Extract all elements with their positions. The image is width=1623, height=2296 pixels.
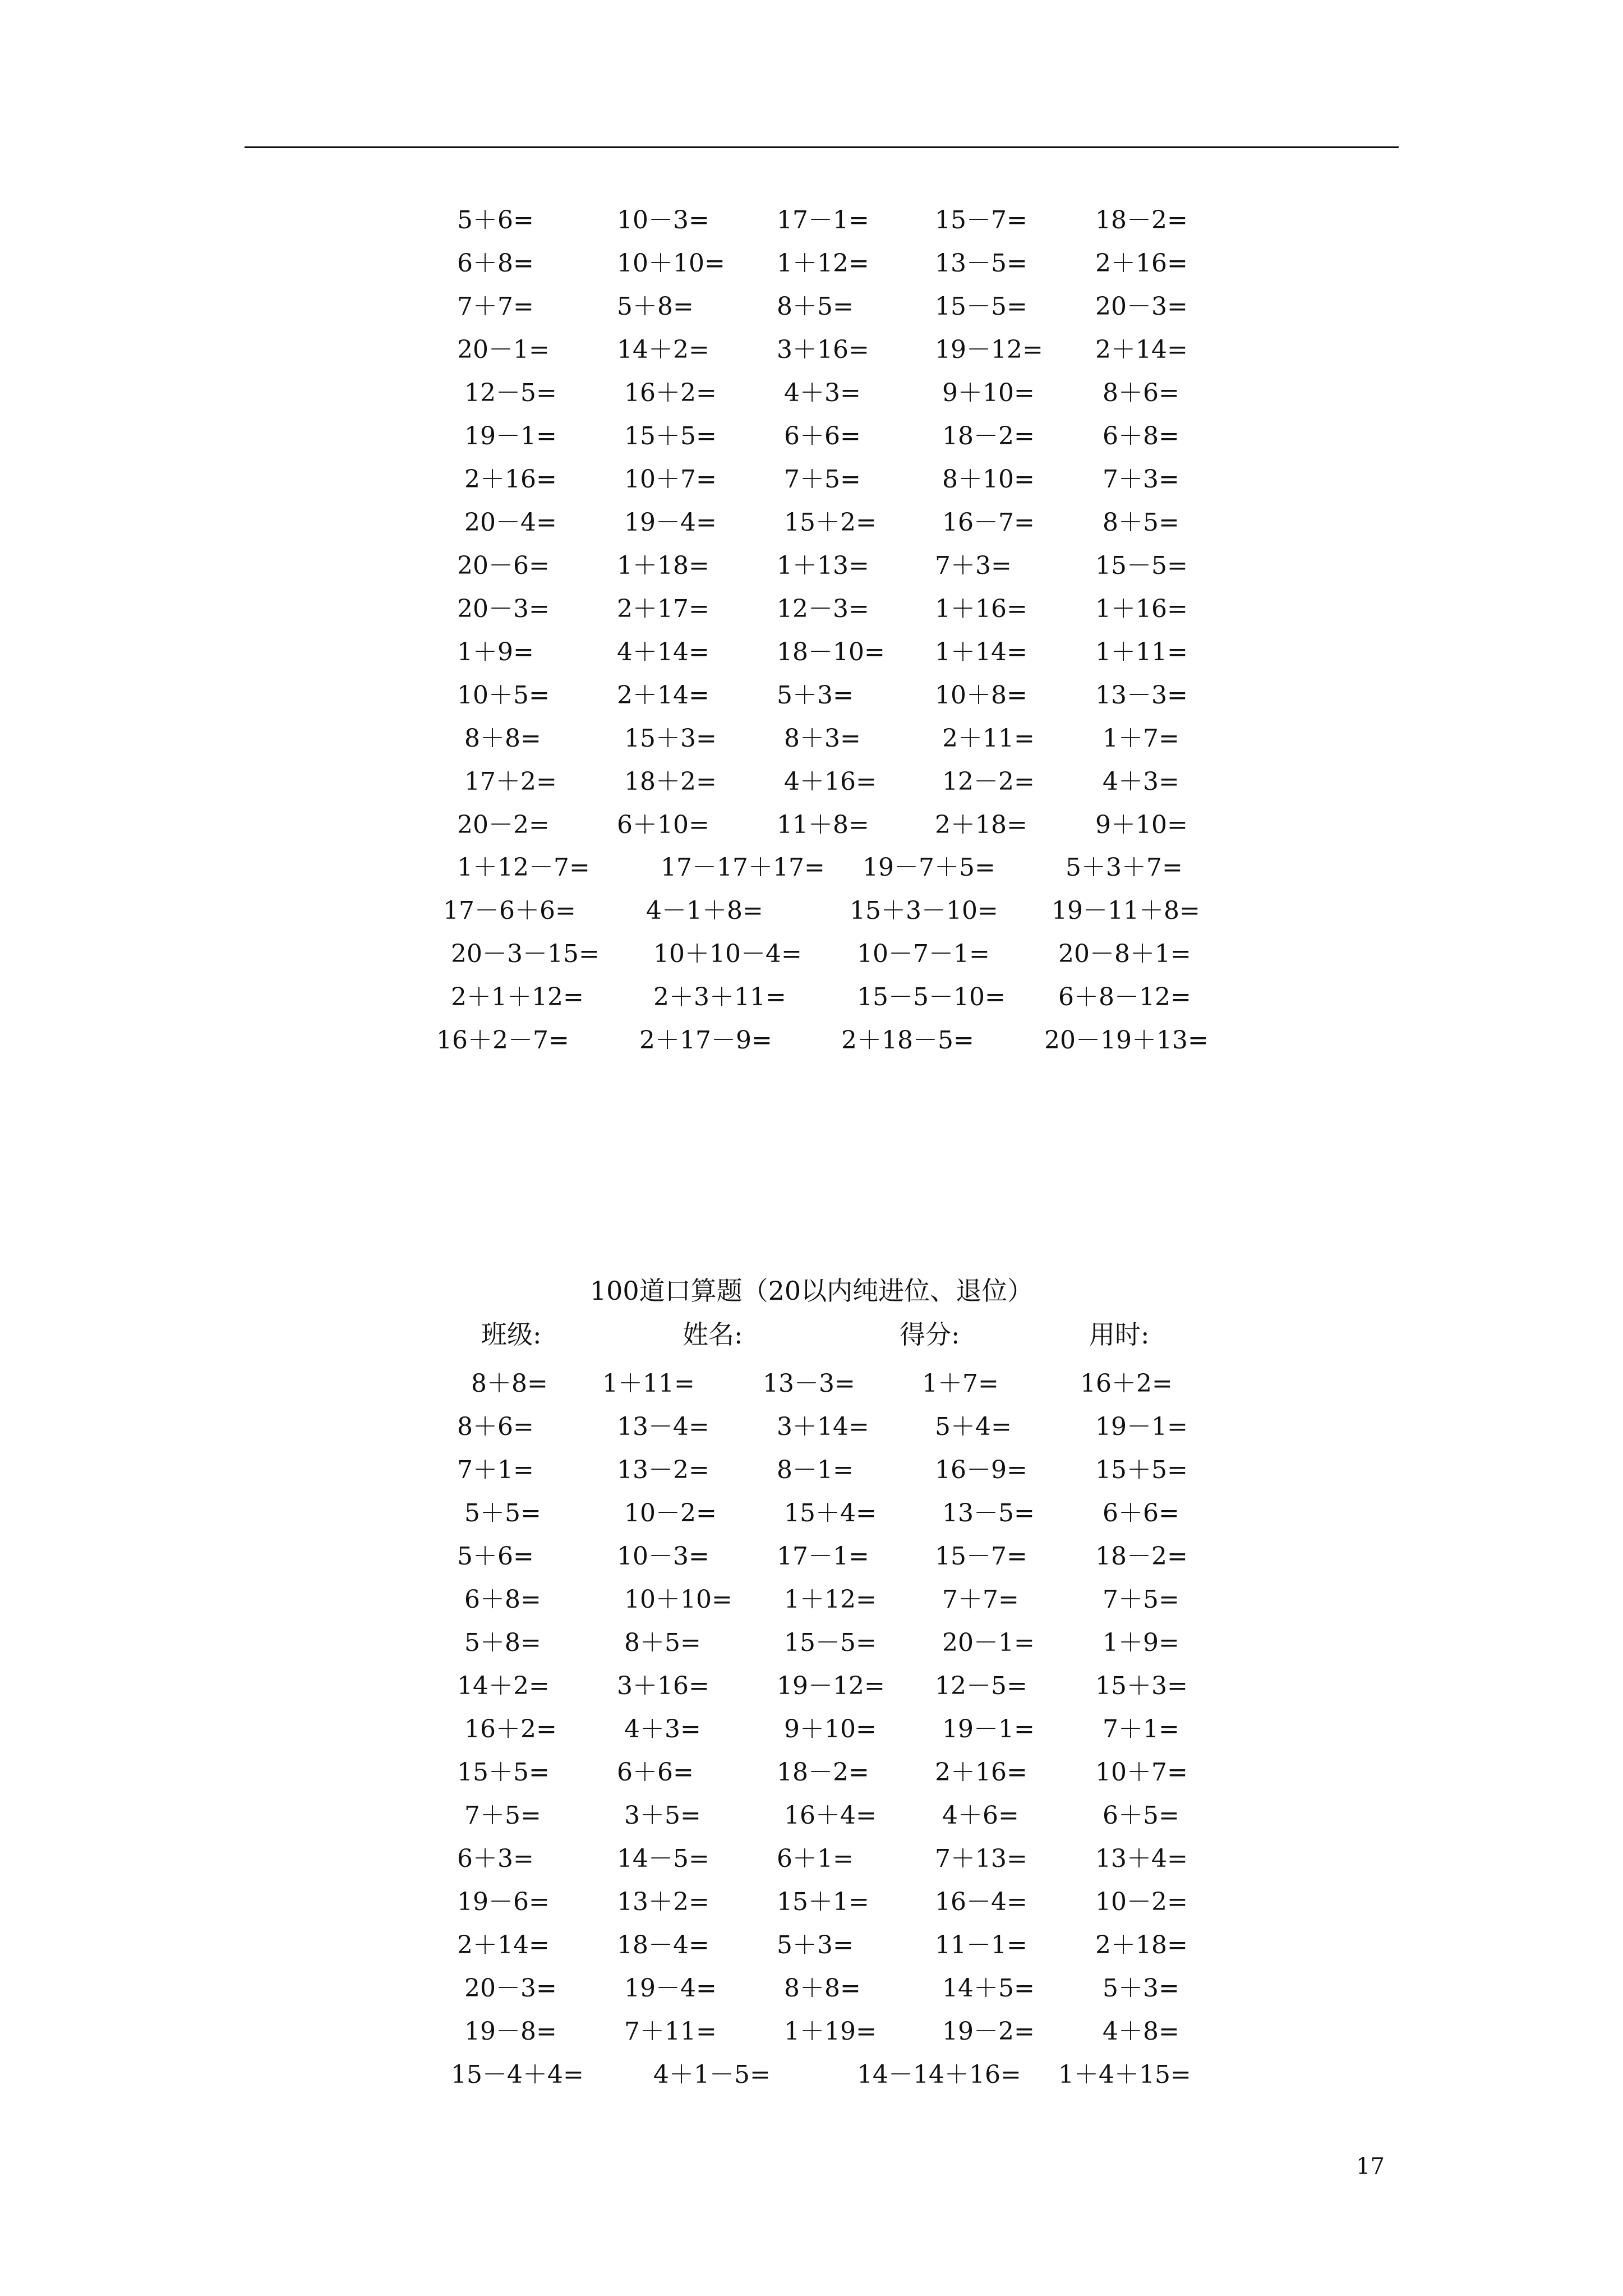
arithmetic-problem: 4＋3= [624,1715,701,1743]
arithmetic-problem: 19－4= [624,1974,717,2003]
problem-row [0,633,1623,672]
arithmetic-problem: 15－5= [1095,551,1188,580]
arithmetic-problem: 5＋3= [777,1931,854,1959]
problem-row [0,1969,1623,2008]
arithmetic-problem: 10－2= [1095,1888,1188,1916]
arithmetic-problem: 17－1= [777,206,869,234]
arithmetic-problem: 10＋8= [935,681,1027,710]
arithmetic-problem: 8＋6= [457,1412,534,1441]
arithmetic-problem: 2＋18－5= [841,1026,974,1055]
arithmetic-problem: 18－2= [777,1758,869,1787]
problem-row [0,503,1623,542]
arithmetic-problem: 20－6= [457,551,550,580]
arithmetic-problem: 15＋5= [1095,1456,1188,1484]
arithmetic-problem: 15＋1= [777,1888,869,1916]
arithmetic-problem: 4＋6= [942,1801,1019,1830]
arithmetic-problem: 8＋5= [624,1628,701,1657]
arithmetic-problem: 16＋2= [624,379,717,407]
arithmetic-problem: 14＋2= [457,1672,550,1700]
arithmetic-problem: 2＋1＋12= [451,983,584,1011]
arithmetic-problem: 16＋2－7= [436,1026,569,1055]
arithmetic-problem: 20－3= [464,1974,557,2003]
arithmetic-problem: 15－7= [935,1542,1027,1571]
arithmetic-problem: 18－2= [1095,1542,1188,1571]
arithmetic-problem: 8＋8= [464,724,541,753]
arithmetic-problem: 8＋8= [784,1974,861,2003]
problem-row [0,848,1623,887]
arithmetic-problem: 19－12= [777,1672,885,1700]
arithmetic-problem: 9＋10= [1095,811,1188,839]
problem-row [0,1021,1623,1060]
arithmetic-problem: 11＋8= [777,811,869,839]
arithmetic-problem: 5＋8= [464,1628,541,1657]
problem-row [0,1753,1623,1792]
arithmetic-problem: 1＋16= [935,595,1027,623]
arithmetic-problem: 17－6＋6= [443,896,576,925]
arithmetic-problem: 16－4= [935,1888,1027,1916]
arithmetic-problem: 12－2= [942,767,1035,796]
arithmetic-problem: 20－3= [1095,292,1188,321]
arithmetic-problem: 4＋14= [617,638,709,666]
arithmetic-problem: 15－5－10= [857,983,1006,1011]
arithmetic-problem: 2＋14= [1095,335,1188,364]
arithmetic-problem: 1＋11= [602,1369,695,1398]
arithmetic-problem: 20－8＋1= [1058,940,1191,968]
problem-row [0,417,1623,456]
arithmetic-problem: 16＋4= [784,1801,877,1830]
name-label: 姓名: [683,1319,743,1350]
arithmetic-problem: 8－1= [777,1456,854,1484]
arithmetic-problem: 15＋3= [624,724,717,753]
arithmetic-problem: 2＋17= [617,595,709,623]
arithmetic-problem: 8＋5= [777,292,854,321]
arithmetic-problem: 10＋7= [1095,1758,1188,1787]
arithmetic-problem: 2＋18= [1095,1931,1188,1959]
arithmetic-problem: 10－3= [617,206,709,234]
arithmetic-problem: 19－1= [942,1715,1035,1743]
problem-row [0,676,1623,715]
arithmetic-problem: 7＋5= [1103,1585,1179,1614]
arithmetic-problem: 8＋8= [471,1369,548,1398]
arithmetic-problem: 3＋16= [777,335,869,364]
arithmetic-problem: 1＋11= [1095,638,1188,666]
problem-row [0,719,1623,758]
arithmetic-problem: 1＋7= [1103,724,1179,753]
arithmetic-problem: 3＋5= [624,1801,701,1830]
page-number: 17 [1356,2154,1385,2179]
arithmetic-problem: 2＋14= [617,681,709,710]
arithmetic-problem: 17－17＋17= [661,853,825,882]
arithmetic-problem: 6＋10= [617,811,709,839]
arithmetic-problem: 2＋14= [457,1931,550,1959]
arithmetic-problem: 7＋1= [457,1456,534,1484]
arithmetic-problem: 16＋2= [1080,1369,1173,1398]
arithmetic-problem: 8＋6= [1103,379,1179,407]
arithmetic-problem: 17＋2= [464,767,557,796]
arithmetic-problem: 8＋10= [942,465,1035,494]
arithmetic-problem: 20－1= [942,1628,1035,1657]
problem-row [0,978,1623,1017]
arithmetic-problem: 1＋12= [777,249,869,278]
class-label: 班级: [481,1319,542,1350]
arithmetic-problem: 19－1= [1095,1412,1188,1441]
arithmetic-problem: 4＋1－5= [653,2060,771,2089]
arithmetic-problem: 4＋3= [784,379,861,407]
arithmetic-problem: 7＋7= [457,292,534,321]
arithmetic-problem: 18－4= [617,1931,709,1959]
arithmetic-problem: 6＋8－12= [1058,983,1191,1011]
arithmetic-problem: 13＋4= [1095,1844,1188,1873]
arithmetic-problem: 5＋3＋7= [1066,853,1183,882]
arithmetic-problem: 6＋6= [784,422,861,450]
arithmetic-problem: 7＋11= [624,2017,717,2046]
arithmetic-problem: 16－9= [935,1456,1027,1484]
arithmetic-problem: 2＋16= [1095,249,1188,278]
problem-row [0,1364,1623,1404]
arithmetic-problem: 20－2= [457,811,550,839]
arithmetic-problem: 1＋9= [457,638,534,666]
problem-row [0,1494,1623,1533]
arithmetic-problem: 13＋2= [617,1888,709,1916]
section-title: 100道口算题（20以内纯进位、退位） [589,1276,1034,1306]
arithmetic-problem: 19－2= [942,2017,1035,2046]
arithmetic-problem: 2＋16= [935,1758,1027,1787]
problem-row [0,287,1623,326]
arithmetic-problem: 15－5= [784,1628,877,1657]
arithmetic-problem: 14＋2= [617,335,709,364]
arithmetic-problem: 19－1= [464,422,557,450]
arithmetic-problem: 7＋13= [935,1844,1027,1873]
arithmetic-problem: 15＋5= [624,422,717,450]
arithmetic-problem: 11－1= [935,1931,1027,1959]
arithmetic-problem: 15－5= [935,292,1027,321]
problem-row [0,762,1623,802]
arithmetic-problem: 1＋18= [617,551,709,580]
arithmetic-problem: 6＋6= [1103,1499,1179,1527]
arithmetic-problem: 18－10= [777,638,885,666]
arithmetic-problem: 14－5= [617,1844,709,1873]
arithmetic-problem: 20－4= [464,508,557,537]
arithmetic-problem: 5＋5= [464,1499,541,1527]
arithmetic-problem: 1＋12= [784,1585,877,1614]
problem-row [0,1926,1623,1965]
arithmetic-problem: 10－3= [617,1542,709,1571]
problem-row [0,330,1623,370]
arithmetic-problem: 19－6= [457,1888,550,1916]
problem-row [0,806,1623,845]
arithmetic-problem: 10＋10= [617,249,725,278]
problem-row [0,590,1623,629]
arithmetic-problem: 5＋3= [1103,1974,1179,2003]
arithmetic-problem: 13－5= [935,249,1027,278]
arithmetic-problem: 19－12= [935,335,1043,364]
arithmetic-problem: 2＋17－9= [639,1026,772,1055]
arithmetic-problem: 5＋4= [935,1412,1012,1441]
arithmetic-problem: 14＋5= [942,1974,1035,2003]
arithmetic-problem: 1＋4＋15= [1058,2060,1191,2089]
problem-row [0,1710,1623,1749]
arithmetic-problem: 12－5= [935,1672,1027,1700]
arithmetic-problem: 3＋14= [777,1412,869,1441]
arithmetic-problem: 13－2= [617,1456,709,1484]
problem-row [0,460,1623,499]
arithmetic-problem: 10＋10－4= [653,940,802,968]
problem-row [0,2012,1623,2051]
arithmetic-problem: 13－5= [942,1499,1035,1527]
arithmetic-problem: 16＋2= [464,1715,557,1743]
arithmetic-problem: 20－19＋13= [1044,1026,1209,1055]
problem-row [0,1537,1623,1576]
arithmetic-problem: 8＋3= [784,724,861,753]
problem-row [0,1796,1623,1835]
arithmetic-problem: 7＋5= [784,465,861,494]
arithmetic-problem: 20－3= [457,595,550,623]
arithmetic-problem: 1＋9= [1103,1628,1179,1657]
arithmetic-problem: 15－7= [935,206,1027,234]
arithmetic-problem: 6＋8= [457,249,534,278]
arithmetic-problem: 2＋16= [464,465,557,494]
arithmetic-problem: 2＋18= [935,811,1027,839]
arithmetic-problem: 6＋8= [1103,422,1179,450]
arithmetic-problem: 10＋5= [457,681,550,710]
arithmetic-problem: 7＋7= [942,1585,1019,1614]
arithmetic-problem: 15＋4= [784,1499,877,1527]
arithmetic-problem: 19－4= [624,508,717,537]
arithmetic-problem: 1＋12－7= [457,853,590,882]
problem-row [0,891,1623,931]
arithmetic-problem: 10－7－1= [857,940,990,968]
arithmetic-problem: 20－1= [457,335,550,364]
problem-row [0,1883,1623,1922]
arithmetic-problem: 6＋3= [457,1844,534,1873]
arithmetic-problem: 3＋16= [617,1672,709,1700]
problem-row [0,244,1623,283]
arithmetic-problem: 6＋8= [464,1585,541,1614]
problem-row [0,546,1623,586]
arithmetic-problem: 5＋6= [457,1542,534,1571]
problem-row [0,935,1623,974]
arithmetic-problem: 10＋10= [624,1585,732,1614]
arithmetic-problem: 4＋8= [1103,2017,1179,2046]
arithmetic-problem: 19－8= [464,2017,557,2046]
arithmetic-problem: 17－1= [777,1542,869,1571]
score-label: 得分: [900,1319,960,1350]
arithmetic-problem: 14－14＋16= [857,2060,1021,2089]
problem-row [0,374,1623,413]
arithmetic-problem: 9＋10= [942,379,1035,407]
arithmetic-problem: 6＋1= [777,1844,854,1873]
arithmetic-problem: 15＋2= [784,508,877,537]
arithmetic-problem: 13－3= [1095,681,1188,710]
problem-row [0,1623,1623,1663]
problem-row [0,1451,1623,1490]
arithmetic-problem: 7＋5= [464,1801,541,1830]
arithmetic-problem: 19－11＋8= [1052,896,1200,925]
arithmetic-problem: 1＋13= [777,551,869,580]
arithmetic-problem: 13－4= [617,1412,709,1441]
arithmetic-problem: 5＋3= [777,681,854,710]
problem-row [0,201,1623,240]
arithmetic-problem: 7＋1= [1103,1715,1179,1743]
arithmetic-problem: 9＋10= [784,1715,877,1743]
arithmetic-problem: 19－7＋5= [863,853,995,882]
arithmetic-problem: 1＋19= [784,2017,877,2046]
arithmetic-problem: 18－2= [942,422,1035,450]
arithmetic-problem: 5＋6= [457,206,534,234]
arithmetic-problem: 20－3－15= [451,940,600,968]
arithmetic-problem: 1＋14= [935,638,1027,666]
arithmetic-problem: 16－7= [942,508,1035,537]
arithmetic-problem: 6＋6= [617,1758,694,1787]
arithmetic-problem: 15－4＋4= [451,2060,584,2089]
arithmetic-problem: 7＋3= [935,551,1012,580]
header-rule [245,146,1399,148]
arithmetic-problem: 10－2= [624,1499,717,1527]
arithmetic-problem: 10＋7= [624,465,717,494]
arithmetic-problem: 2＋3＋11= [653,983,786,1011]
problem-row [0,1667,1623,1706]
arithmetic-problem: 4＋3= [1103,767,1179,796]
arithmetic-problem: 4＋16= [784,767,877,796]
arithmetic-problem: 1＋16= [1095,595,1188,623]
arithmetic-problem: 6＋5= [1103,1801,1179,1830]
problem-row [0,2055,1623,2095]
arithmetic-problem: 1＋7= [922,1369,999,1398]
arithmetic-problem: 13－3= [763,1369,855,1398]
arithmetic-problem: 5＋8= [617,292,694,321]
arithmetic-problem: 18－2= [1095,206,1188,234]
arithmetic-problem: 18＋2= [624,767,717,796]
arithmetic-problem: 2＋11= [942,724,1035,753]
arithmetic-problem: 8＋5= [1103,508,1179,537]
arithmetic-problem: 15＋5= [457,1758,550,1787]
arithmetic-problem: 4－1＋8= [646,896,763,925]
arithmetic-problem: 12－5= [464,379,557,407]
problem-row [0,1580,1623,1619]
problem-row [0,1839,1623,1879]
arithmetic-problem: 15＋3= [1095,1672,1188,1700]
problem-row [0,1407,1623,1447]
arithmetic-problem: 15＋3－10= [850,896,998,925]
arithmetic-problem: 7＋3= [1103,465,1179,494]
arithmetic-problem: 12－3= [777,595,869,623]
time-label: 用时: [1089,1319,1150,1350]
